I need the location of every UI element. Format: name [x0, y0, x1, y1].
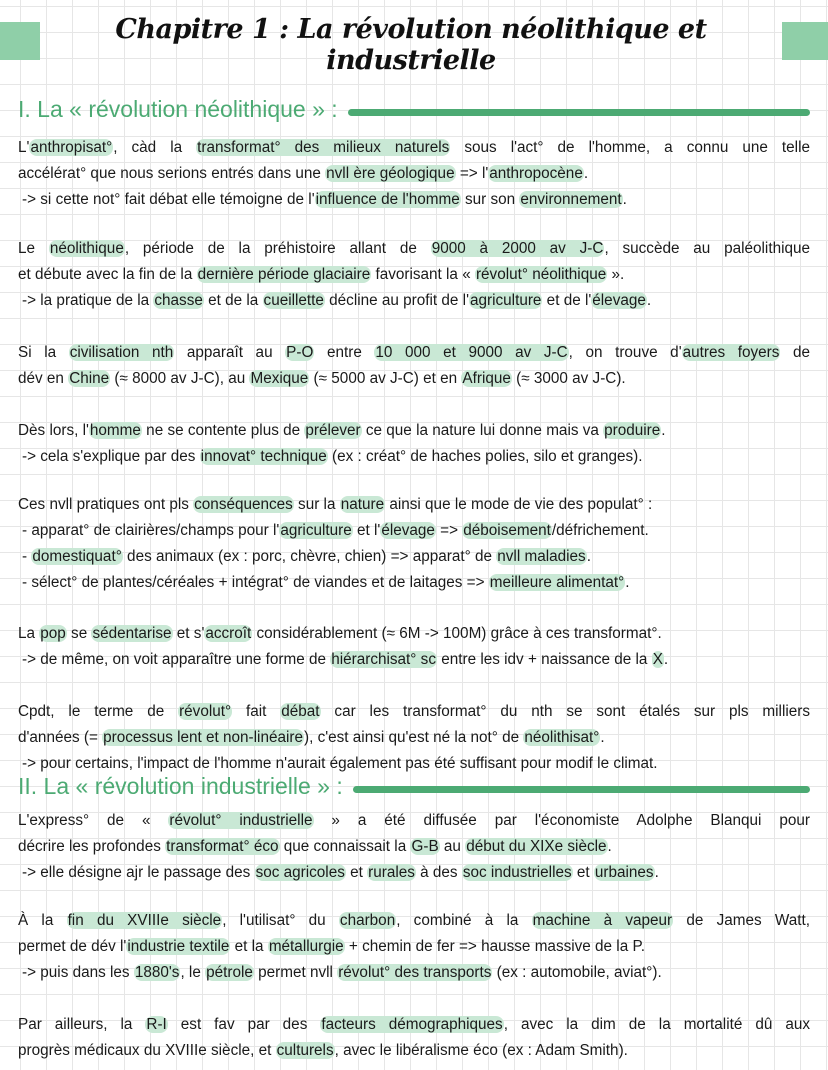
- note-text: Si la: [18, 344, 69, 361]
- note-text: de: [780, 344, 810, 361]
- note-text: , l'utilisat° du: [222, 912, 339, 929]
- highlighted-term: transformat° éco: [166, 838, 279, 855]
- note-text: .: [586, 548, 591, 565]
- highlighted-term: environnement: [520, 191, 622, 208]
- highlighted-term: chasse: [154, 292, 203, 309]
- highlighted-term: facteurs démographiques: [321, 1016, 503, 1033]
- note-text: ainsi que le mode de vie des populat° :: [385, 496, 653, 513]
- note-text: permet de dév l': [18, 938, 127, 955]
- highlighted-term: agriculture: [280, 522, 352, 539]
- note-text: .: [607, 838, 612, 855]
- highlighted-term: métallurgie: [268, 938, 344, 955]
- note-line: [18, 701, 810, 723]
- note-text: , avec la dim de la mortalité dû aux: [503, 1016, 811, 1033]
- page-title: Chapitre 1 : La révolution néolithique et industrielle: [115, 14, 707, 76]
- note-text: sous l'act° de l'homme, a connu une telle: [450, 139, 810, 156]
- note-text: car les transformat° du nth se sont étalés sur pls milliers: [320, 703, 810, 720]
- note-text: que connaissait la: [279, 838, 411, 855]
- note-text: décline au profit de l': [324, 292, 470, 309]
- highlighted-term: nvll ère géologique: [326, 165, 455, 182]
- note-text: -> cela s'explique par des: [22, 448, 200, 465]
- note-text: dév en: [18, 370, 69, 387]
- highlighted-term: élevage: [592, 292, 646, 309]
- section-heading-1: [18, 96, 810, 123]
- highlighted-term: domestiquat°: [32, 548, 122, 565]
- highlighted-term: néolithisat°: [524, 729, 600, 746]
- note-line: [22, 962, 814, 984]
- highlighted-term: nature: [340, 496, 385, 513]
- note-line: [18, 420, 810, 442]
- highlighted-term: pétrole: [206, 964, 253, 981]
- highlighted-term: accroît: [205, 625, 252, 642]
- highlighted-term: fin du XVIIIe siècle: [67, 912, 222, 929]
- highlighted-term: machine à vapeur: [532, 912, 673, 929]
- note-text: accélérat° que nous serions entrés dans une: [18, 165, 326, 182]
- highlighted-term: déboisement: [463, 522, 551, 539]
- highlighted-term: 9000 à 2000 av J-C: [431, 240, 604, 257]
- note-text: -> elle désigne ajr le passage des: [22, 864, 255, 881]
- note-text: Le: [18, 240, 49, 257]
- highlighted-term: débat: [281, 703, 320, 720]
- note-text: -> pour certains, l'impact de l'homme n'aurait également pas été suffisant pour modif le climat.: [22, 755, 658, 772]
- highlighted-term: P-O: [286, 344, 314, 361]
- note-text: -: [22, 548, 32, 565]
- note-text: - sélect° de plantes/céréales + intégrat° de viandes et de laitages =>: [22, 574, 489, 591]
- note-text: sur la: [293, 496, 340, 513]
- highlighted-term: sédentarise: [92, 625, 172, 642]
- note-text: progrès médicaux du XVIIIe siècle, et: [18, 1042, 276, 1059]
- note-text: et débute avec la fin de la: [18, 266, 197, 283]
- note-text: , on trouve d': [568, 344, 682, 361]
- section-heading-text: I. La « révolution néolithique » :: [18, 96, 338, 122]
- highlighted-term: dernière période glaciaire: [197, 266, 371, 283]
- note-text: se: [66, 625, 92, 642]
- note-text: (≈ 5000 av J-C) et en: [309, 370, 462, 387]
- note-line: [18, 238, 810, 260]
- note-text: (≈ 3000 av J-C).: [511, 370, 626, 387]
- highlighted-term: rurales: [368, 864, 415, 881]
- note-text: /défrichement.: [551, 522, 649, 539]
- note-text: .: [625, 574, 630, 591]
- note-text: .: [622, 191, 627, 208]
- highlighted-term: conséquences: [194, 496, 293, 513]
- note-text: , le: [180, 964, 206, 981]
- note-text: + chemin de fer => hausse massive de la P.: [344, 938, 645, 955]
- note-line: [18, 810, 810, 832]
- note-line: [18, 163, 810, 185]
- highlighted-term: influence de l'homme: [315, 191, 460, 208]
- highlighted-term: 1880's: [134, 964, 180, 981]
- note-line: [22, 520, 814, 542]
- highlighted-term: pop: [40, 625, 66, 642]
- highlighted-term: néolithique: [49, 240, 124, 257]
- note-text: .: [583, 165, 589, 182]
- note-text: permet nvll: [253, 964, 338, 981]
- note-text: (ex : automobile, aviat°).: [492, 964, 662, 981]
- note-text: =>: [435, 522, 463, 539]
- note-line: [18, 727, 810, 749]
- note-text: Ces nvll pratiques ont pls: [18, 496, 194, 513]
- note-line: [18, 910, 810, 932]
- note-line: [18, 623, 810, 645]
- highlighted-term: industrie textile: [127, 938, 230, 955]
- note-text: ne se contente plus de: [141, 422, 305, 439]
- note-text: et s': [172, 625, 205, 642]
- note-text: - apparat° de clairières/champs pour l': [22, 522, 280, 539]
- note-text: est fav par des: [167, 1016, 321, 1033]
- highlighted-term: 10 000 et 9000 av J-C: [375, 344, 568, 361]
- title-band-left: [0, 22, 40, 60]
- highlighted-term: révolut°: [179, 703, 232, 720]
- note-text: et: [572, 864, 594, 881]
- highlighted-term: produire: [604, 422, 661, 439]
- note-text: L': [18, 139, 30, 156]
- note-text: des animaux (ex : porc, chèvre, chien) => apparat° de: [122, 548, 497, 565]
- note-text: et de la: [203, 292, 263, 309]
- note-text: décrire les profondes: [18, 838, 166, 855]
- note-text: -> de même, on voit apparaître une forme de: [22, 651, 331, 668]
- note-text: (ex : créat° de haches polies, silo et granges).: [327, 448, 643, 465]
- title-band-right: [782, 22, 828, 60]
- note-text: et la: [230, 938, 268, 955]
- note-line: [22, 446, 814, 468]
- note-text: » a été diffusée par l'économiste Adolphe Blanqui pour: [313, 812, 811, 829]
- highlighted-term: civilisation nth: [69, 344, 174, 361]
- note-line: [18, 264, 810, 286]
- highlighted-term: innovat° technique: [200, 448, 327, 465]
- note-text: considérablement (≈ 6M -> 100M) grâce à ces transformat°.: [252, 625, 662, 642]
- note-line: [22, 189, 814, 211]
- highlighted-term: révolut° des transports: [338, 964, 492, 981]
- note-line: [22, 862, 814, 884]
- note-text: favorisant la «: [371, 266, 475, 283]
- note-line: [18, 1040, 810, 1062]
- note-text: , succède au paléolithique: [604, 240, 810, 257]
- highlighted-term: homme: [89, 422, 141, 439]
- note-line: [18, 368, 810, 390]
- note-text: La: [18, 625, 40, 642]
- note-text: , période de la préhistoire allant de: [124, 240, 431, 257]
- note-line: [22, 546, 814, 568]
- title-band: [0, 14, 828, 76]
- note-line: [18, 137, 810, 159]
- note-text: Dès lors, l': [18, 422, 89, 439]
- highlighted-term: culturels: [276, 1042, 334, 1059]
- note-text: et de l': [542, 292, 592, 309]
- note-text: Par ailleurs, la: [18, 1016, 146, 1033]
- highlighted-term: R-I: [146, 1016, 167, 1033]
- note-line: [18, 836, 810, 858]
- highlighted-term: anthropisat°: [30, 139, 113, 156]
- note-text: ), c'est ainsi qu'est né la not° de: [303, 729, 524, 746]
- note-line: [18, 936, 810, 958]
- note-text: => l': [455, 165, 489, 182]
- note-text: entre les idv + naissance de la: [436, 651, 652, 668]
- note-text: au: [439, 838, 466, 855]
- note-text: , combiné à la: [396, 912, 532, 929]
- note-line: [22, 290, 814, 312]
- note-text: fait: [232, 703, 281, 720]
- section-heading-2: [18, 773, 810, 800]
- highlighted-term: révolut° néolithique: [475, 266, 607, 283]
- note-text: entre: [314, 344, 375, 361]
- note-text: .: [661, 422, 666, 439]
- note-text: à des: [415, 864, 462, 881]
- note-text: .: [663, 651, 669, 668]
- note-text: , càd la: [113, 139, 197, 156]
- highlighted-term: Afrique: [462, 370, 511, 387]
- highlighted-term: révolut° industrielle: [169, 812, 313, 829]
- highlighted-term: charbon: [339, 912, 396, 929]
- note-text: de James Watt,: [673, 912, 811, 929]
- highlighted-term: soc industrielles: [462, 864, 572, 881]
- highlighted-term: Mexique: [250, 370, 309, 387]
- note-text: ce que la nature lui donne mais va: [361, 422, 604, 439]
- highlighted-term: début du XIXe siècle: [466, 838, 607, 855]
- note-line: [22, 572, 814, 594]
- note-text: ».: [607, 266, 625, 283]
- highlighted-term: urbaines: [594, 864, 654, 881]
- note-text: et: [345, 864, 368, 881]
- note-text: , avec le libéralisme éco (ex : Adam Smith).: [334, 1042, 628, 1059]
- highlighted-term: élevage: [381, 522, 435, 539]
- note-line: [22, 649, 814, 671]
- note-text: et l': [352, 522, 381, 539]
- highlighted-term: prélever: [305, 422, 361, 439]
- note-text: .: [654, 864, 659, 881]
- heading-underline: [348, 109, 810, 116]
- heading-underline: [353, 786, 810, 793]
- note-text: Cpdt, le terme de: [18, 703, 179, 720]
- highlighted-term: cueillette: [263, 292, 324, 309]
- highlighted-term: processus lent et non-linéaire: [103, 729, 303, 746]
- note-text: apparaît au: [174, 344, 286, 361]
- section-heading-text: II. La « révolution industrielle » :: [18, 773, 343, 799]
- highlighted-term: X: [652, 651, 663, 668]
- highlighted-term: hiérarchisat° sc: [331, 651, 436, 668]
- note-text: -> puis dans les: [22, 964, 134, 981]
- note-text: L'express° de «: [18, 812, 169, 829]
- note-line: [18, 494, 810, 516]
- note-line: [18, 342, 810, 364]
- note-text: d'années (=: [18, 729, 103, 746]
- note-text: .: [646, 292, 652, 309]
- highlighted-term: transformat° des milieux naturels: [197, 139, 450, 156]
- note-line: [18, 1014, 810, 1036]
- highlighted-term: autres foyers: [682, 344, 780, 361]
- note-text: À la: [18, 912, 67, 929]
- note-text: -> si cette not° fait débat elle témoigne de l': [22, 191, 315, 208]
- highlighted-term: Chine: [69, 370, 110, 387]
- note-text: sur son: [460, 191, 520, 208]
- highlighted-term: anthropocène: [489, 165, 583, 182]
- highlighted-term: meilleure alimentat°: [489, 574, 625, 591]
- note-text: -> la pratique de la: [22, 292, 154, 309]
- highlighted-term: nvll maladies: [497, 548, 586, 565]
- highlighted-term: agriculture: [470, 292, 542, 309]
- note-text: .: [600, 729, 605, 746]
- highlighted-term: G-B: [411, 838, 439, 855]
- highlighted-term: soc agricoles: [255, 864, 345, 881]
- note-text: (≈ 8000 av J-C), au: [110, 370, 250, 387]
- note-line: [22, 753, 814, 775]
